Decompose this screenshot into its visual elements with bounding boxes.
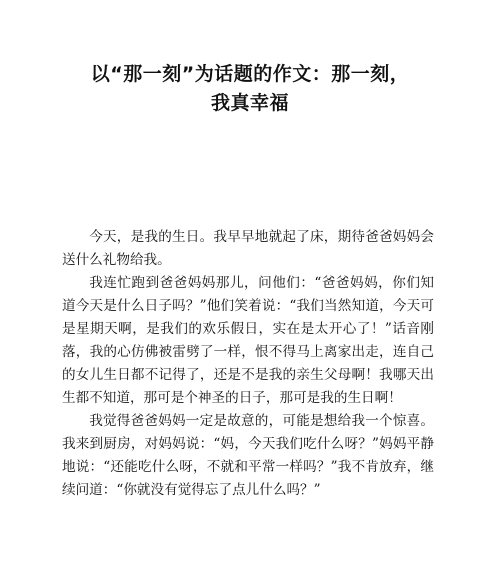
- title-line-2: 我真幸福: [210, 92, 289, 114]
- paragraph: 我觉得爸爸妈妈一定是故意的，可能是想给我一个惊喜。我来到厨房，对妈妈说：“妈，今天我们吃什么呀？”妈妈平静地说：“还能吃什么呀，不就和平常一样吗？”我不肯放弃，继续问道：“你就没有觉得忘了点儿什么吗？”: [62, 413, 434, 498]
- title-line-1: 以“那一刻”为话题的作文：那一刻，: [90, 63, 410, 85]
- paragraph: 今天，是我的生日。我早早地就起了床，期待爸爸妈妈会送什么礼物给我。: [62, 229, 434, 268]
- paragraph: 我连忙跑到爸爸妈妈那儿，问他们：“爸爸妈妈，你们知道今天是什么日子吗？”他们笑着说：“我们当然知道，今天可是星期天啊，是我们的欢乐假日，实在是太开心了！”话音刚落，我的心仿佛被雷劈了一样，恨不得马上离家出走，连自己的女儿生日都不记得了，还是不是我的亲生父母啊！我哪天出生都不知道，那可是个神圣的日子，那可是我的生日啊！: [62, 275, 434, 406]
- article-body: [62, 226, 434, 502]
- page-title: [40, 60, 460, 118]
